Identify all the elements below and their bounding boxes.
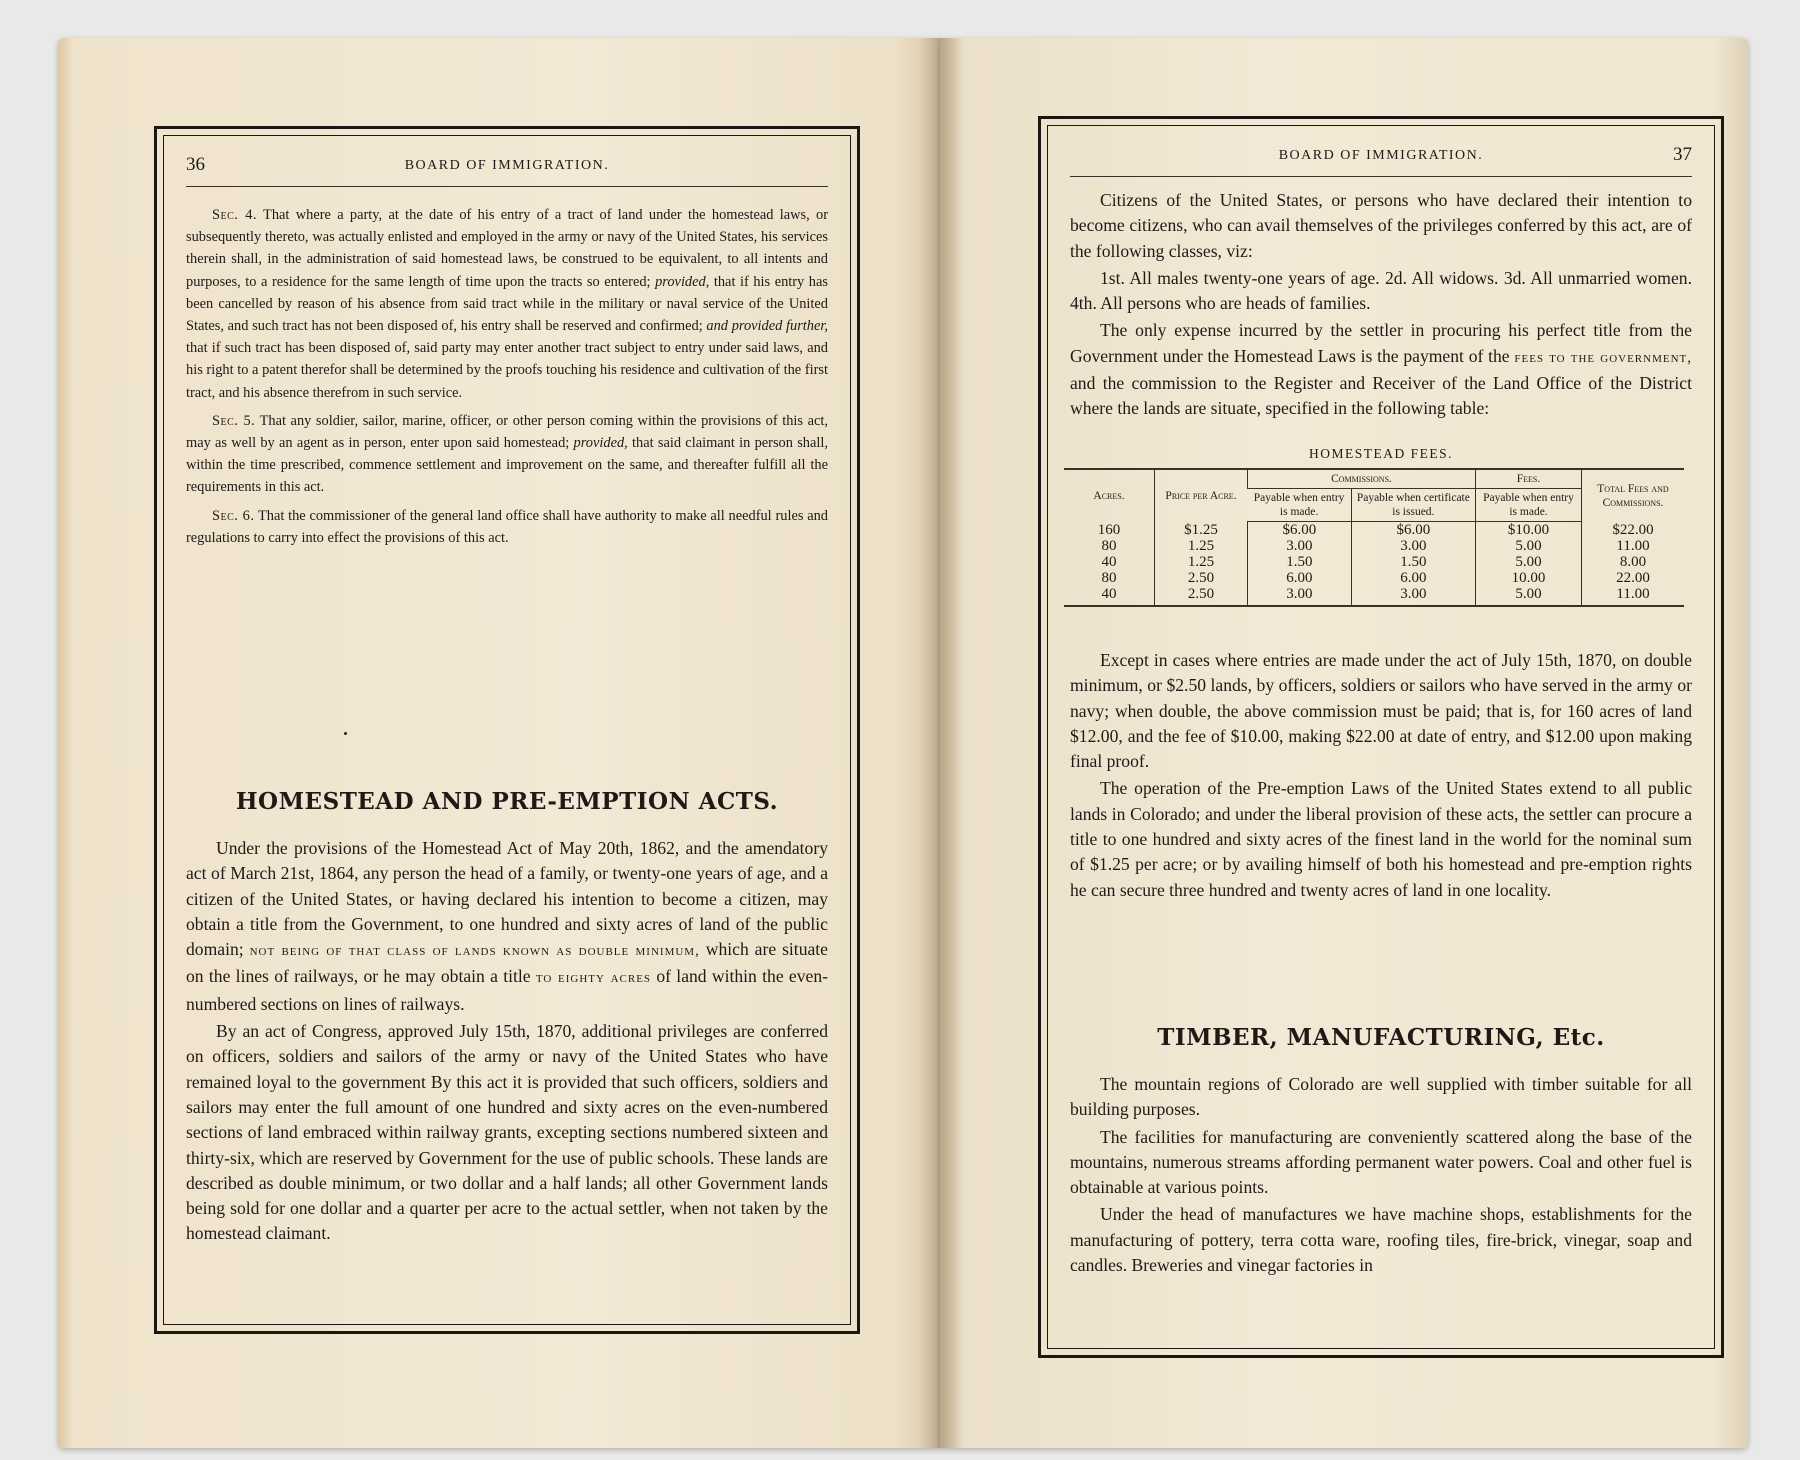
- body-paragraph: Citizens of the United States, or persons who have declared their intention to become citizens, who can avail themselves of the privileges conferred by this act, are of the following classes, viz:: [1070, 190, 1692, 261]
- page-number: 37: [1673, 144, 1692, 165]
- bottom-block: [1070, 1072, 1692, 1280]
- right-running-head: [1070, 144, 1692, 174]
- column-header-commission-certificate: Payable when certificate is issued.: [1351, 489, 1475, 522]
- column-header-price: Price per Acre.: [1155, 469, 1248, 522]
- left-page-border: [154, 126, 860, 1334]
- intro-block: [1070, 188, 1692, 424]
- running-title: BOARD OF IMMIGRATION.: [404, 158, 610, 173]
- column-group-fees: Fees.: [1476, 469, 1582, 489]
- section-paragraph: Sec. 6. That the commissioner of the general land office shall have authority to make all needful rules and regulations to carry into effect the provisions of this act.: [186, 507, 828, 546]
- body-paragraph: By an act of Congress, approved July 15th, 1870, additional privileges are conferred on officers, soldiers and sailors of the army or navy of the United States who have remained loyal to the government By this act it is provided that such officers, soldiers and sailors may enter the full amount of one hundred and sixty acres on the even-numbered sections of land embraced within railway grants, excepting sections numbered sixteen and thirty-six, which are reserved by Government for the use of public schools. These lands are described as double minimum, or two dollar and a half lands; all other Government lands being sold for one dollar and a quarter per acre to the actual settler, when not taken by the homestead claimant.: [186, 1021, 828, 1244]
- printer-dot: [344, 732, 347, 735]
- body-paragraph: Under the provisions of the Homestead Act of May 20th, 1862, and the amendatory act of March 21st, 1864, any person the head of a family, or twenty-one years of age, and a citizen of the United States, or having declared his intention to become a citizen, may obtain a title from the Government, to one hundred and sixty acres of land of the public domain; not being of that class of lands known as double minimum, which are situate on the lines of railways, or he may obtain a title to eighty acres of land within the even-numbered sections on lines of railways.: [186, 838, 829, 1014]
- table-row: 80 2.50 6.00 6.00 10.00 22.00: [1064, 570, 1684, 586]
- section-heading: HOMESTEAD AND PRE-EMPTION ACTS.: [235, 788, 779, 815]
- column-header-commission-entry: Payable when entry is made.: [1248, 489, 1352, 522]
- table-title: HOMESTEAD FEES.: [1308, 446, 1453, 461]
- table-row: 40 2.50 3.00 3.00 5.00 11.00: [1064, 586, 1684, 606]
- page-number: 36: [186, 154, 205, 175]
- left-running-head: [186, 154, 828, 184]
- body-paragraph: 1st. All males twenty-one years of age. 2d. All widows. 3d. All unmarried women. 4th. All persons who are heads of families.: [1070, 267, 1692, 314]
- section-label: Sec. 4.: [212, 207, 257, 223]
- section-heading: TIMBER, MANUFACTURING, Etc.: [1157, 1024, 1605, 1051]
- open-book: [58, 38, 1748, 1448]
- section-paragraph: Sec. 4. That where a party, at the date of his entry of a tract of land under the homestead laws, or subsequently thereto, was actually enlisted and employed in the army or navy of the United States, his services therein shall, in the administration of said homestead laws, be construed to be equivalent, to all intents and purposes, to a residence for the same length of time upon the tracts so entered; provided, that if his entry has been cancelled by reason of his absence from said tract while in the military or naval service of the United States, and such tract has not been disposed of, his entry shall be reserved and confirmed; and provided further, that if such tract has been disposed of, said party may enter another tract subject to entry under said laws, and his right to a patent therefor shall be determined by the proofs touching his residence and cultivation of the first tract, and his absence therefrom in such service.: [186, 207, 829, 401]
- head-rule: [1070, 176, 1692, 177]
- body-paragraph: The only expense incurred by the settler in procuring his perfect title from the Government under the Homestead Laws is the payment of the fees to the government, and the commission to the Register and Receiver of the Land Office of the District where the lands are situate, specified in the following table:: [1070, 320, 1692, 419]
- table-row: 80 1.25 3.00 3.00 5.00 11.00: [1064, 538, 1684, 554]
- body-block: [186, 836, 828, 1249]
- running-title: BOARD OF IMMIGRATION.: [1278, 148, 1484, 163]
- section-label: Sec. 5.: [212, 412, 256, 429]
- column-header-acres: Acres.: [1064, 469, 1155, 522]
- right-page-border: [1038, 116, 1724, 1358]
- sections-block: [186, 204, 828, 555]
- body-paragraph: The facilities for manufacturing are conveniently scattered along the base of the mountains, numerous streams affording permanent water powers. Coal and other fuel is obtainable at various points.: [1070, 1126, 1692, 1198]
- column-header-fees-entry: Payable when entry is made.: [1476, 489, 1582, 522]
- head-rule: [186, 186, 828, 187]
- column-group-commissions: Commissions.: [1248, 469, 1476, 489]
- body-paragraph: The mountain regions of Colorado are well supplied with timber suitable for all building purposes.: [1070, 1074, 1692, 1120]
- section-paragraph: Sec. 5. That any soldier, sailor, marine, officer, or other person coming within the provisions of this act, may as well by an agent as in person, enter upon said homestead; provided, that said claimant in person shall, within the time prescribed, commence settlement and improvement on the same, and thereafter fulfill all the requirements in this act.: [186, 412, 828, 496]
- middle-block: [1070, 648, 1692, 905]
- table-row: 160 $1.25 $6.00 $6.00 $10.00 $22.00: [1064, 522, 1684, 539]
- body-paragraph: The operation of the Pre-emption Laws of the United States extend to all public lands in Colorado; and under the liberal provision of these acts, the settler can procure a title to one hundred and sixty acres of the finest land in the world for the nominal sum of $1.25 per acre; or by availing himself of both his homestead and pre-emption rights he can secure three hundred and twenty acres of land in one locality.: [1070, 778, 1692, 900]
- section-label: Sec. 6.: [212, 507, 255, 524]
- homestead-fees-table: [1064, 468, 1684, 607]
- right-page: [940, 38, 1748, 1448]
- column-header-total: Total Fees and Commissions.: [1582, 469, 1685, 522]
- table-row: 40 1.25 1.50 1.50 5.00 8.00: [1064, 554, 1684, 570]
- body-paragraph: Except in cases where entries are made under the act of July 15th, 1870, on double minimum, or $2.50 lands, by officers, soldiers or sailors who have served in the army or navy; when double, the above commission must be paid; that is, for 160 acres of land $12.00, and the fee of $10.00, making $22.00 at date of entry, and $12.00 upon making final proof.: [1070, 650, 1692, 772]
- left-page: [58, 38, 940, 1448]
- body-paragraph: Under the head of manufactures we have machine shops, establishments for the manufacturing of pottery, terra cotta ware, roofing tiles, fire-brick, vinegar, soap and candles. Breweries and vinegar factories in: [1070, 1204, 1692, 1276]
- table-header-row: [1064, 469, 1684, 489]
